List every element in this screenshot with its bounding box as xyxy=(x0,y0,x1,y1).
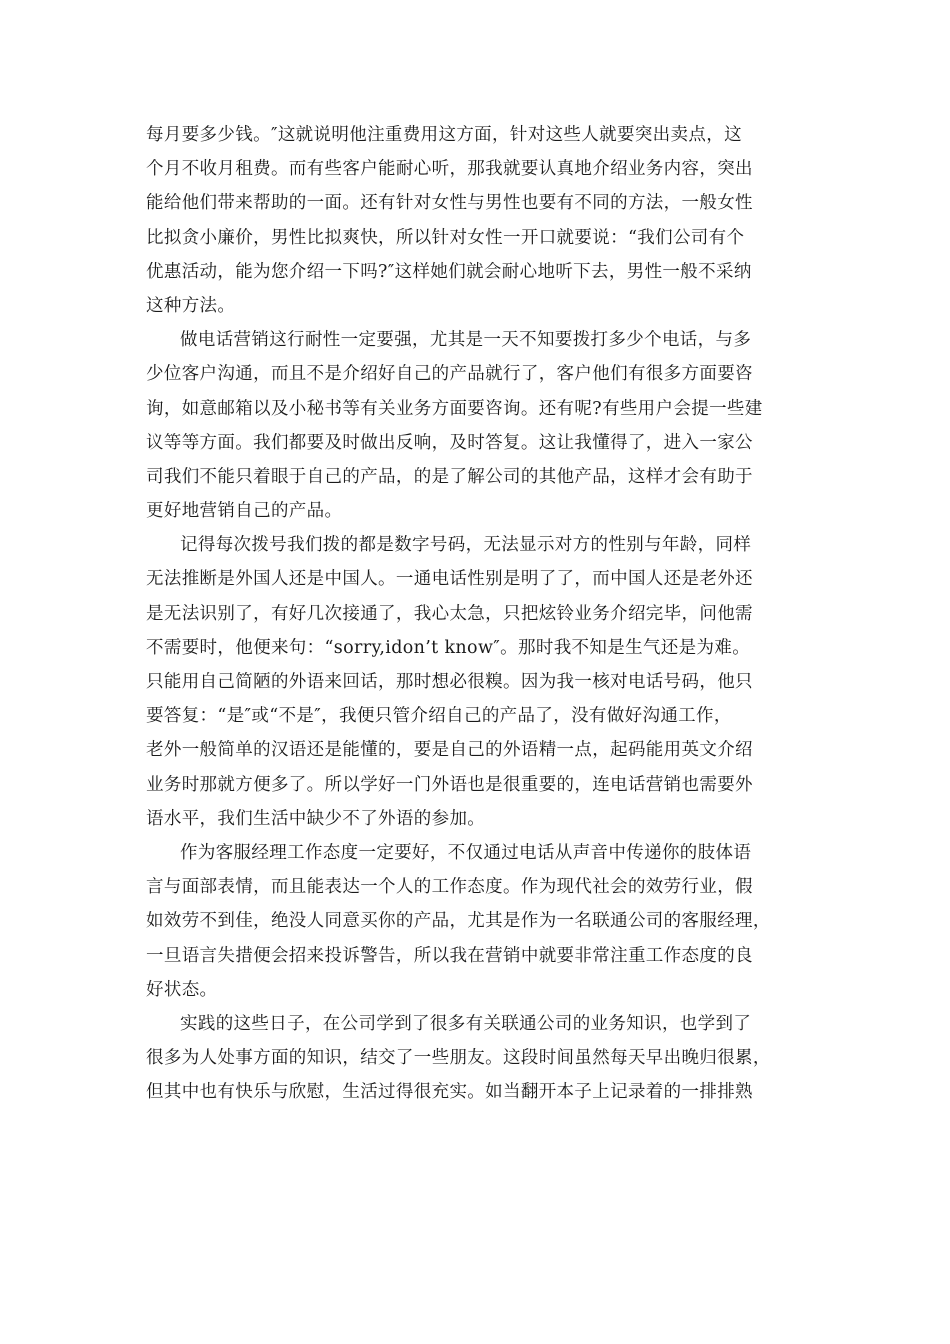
text-line: 这种方法。 xyxy=(146,295,236,316)
text-line: 一旦语言失措便会招来投诉警告，所以我在营销中就要非常注重工作态度的良 xyxy=(146,945,753,966)
text-line: 语水平，我们生活中缺少不了外语的参加。 xyxy=(146,808,486,829)
text-line: 每月要多少钱。″这就说明他注重费用这方面，针对这些人就要突出卖点，这 xyxy=(146,125,742,145)
text-line: 但其中也有快乐与欣慰，生活过得很充实。如当翻开本子上记录着的一排排熟 xyxy=(146,1082,753,1103)
text-line: 能给他们带来帮助的一面。还有针对女性与男性也要有不同的方法，一般女性 xyxy=(146,193,753,214)
paragraph-3 xyxy=(146,528,806,836)
text-line: 是无法识别了，有好几次接通了，我心太急，只把炫铃业务介绍完毕，问他需 xyxy=(146,603,753,624)
text-line: 要答复：“是″或“不是″，我便只管介绍自己的产品了，没有做好沟通工作， xyxy=(146,706,732,727)
text-line: 作为客服经理工作态度一定要好，不仅通过电话从声音中传递你的肢体语 xyxy=(180,842,752,863)
text-line: 很多为人处事方面的知识，结交了一些朋友。这段时间虽然每天早出晚归很累， xyxy=(146,1048,771,1069)
document-body xyxy=(146,118,806,1109)
paragraph-1 xyxy=(146,118,806,323)
text-line: 实践的这些日子，在公司学到了很多有关联通公司的业务知识，也学到了 xyxy=(180,1013,752,1034)
text-line: 比拟贪小廉价，男性比拟爽快，所以针对女性一开口就要说：“我们公司有个 xyxy=(146,227,745,248)
paragraph-5 xyxy=(146,1007,806,1110)
text-line: 不需要时，他便来句：“sorry,idon’t know″。那时我不知是生气还是为难。 xyxy=(146,637,751,658)
text-line: 业务时那就方便多了。所以学好一门外语也是很重要的，连电话营销也需要外 xyxy=(146,774,753,795)
text-line: 只能用自己简陋的外语来回话，那时想必很糗。因为我一核对电话号码，他只 xyxy=(146,672,753,692)
text-line: 如效劳不到佳，绝没人同意买你的产品，尤其是作为一名联通公司的客服经理， xyxy=(146,911,771,932)
text-line: 做电话营销这行耐性一定要强，尤其是一天不知要拨打多少个电话，与多 xyxy=(180,330,752,351)
paragraph-2 xyxy=(146,323,806,528)
text-line: 司我们不能只着眼于自己的产品，的是了解公司的其他产品，这样才会有助于 xyxy=(146,466,753,487)
text-line: 议等等方面。我们都要及时做出反响，及时答复。这让我懂得了，进入一家公 xyxy=(146,432,753,453)
text-line: 询，如意邮箱以及小秘书等有关业务方面要咨询。还有呢?有些用户会提一些建 xyxy=(146,398,763,419)
text-line: 更好地营销自己的产品。 xyxy=(146,501,343,522)
text-line: 老外一般简单的汉语还是能懂的，要是自己的外语精一点，起码能用英文介绍 xyxy=(146,740,753,761)
text-line: 好状态。 xyxy=(146,979,218,1000)
text-line: 无法推断是外国人还是中国人。一通电话性别是明了了，而中国人还是老外还 xyxy=(146,569,753,590)
paragraph-4 xyxy=(146,836,806,1007)
text-line: 个月不收月租费。而有些客户能耐心听，那我就要认真地介绍业务内容，突出 xyxy=(146,159,753,180)
text-line: 言与面部表情，而且能表达一个人的工作态度。作为现代社会的效劳行业，假 xyxy=(146,877,753,898)
text-line: 少位客户沟通，而且不是介绍好自己的产品就行了，客户他们有很多方面要咨 xyxy=(146,364,753,385)
text-line: 优惠活动，能为您介绍一下吗?″这样她们就会耐心地听下去，男性一般不采纳 xyxy=(146,261,752,282)
text-line: 记得每次拨号我们拨的都是数字号码，无法显示对方的性别与年龄，同样 xyxy=(180,535,752,556)
